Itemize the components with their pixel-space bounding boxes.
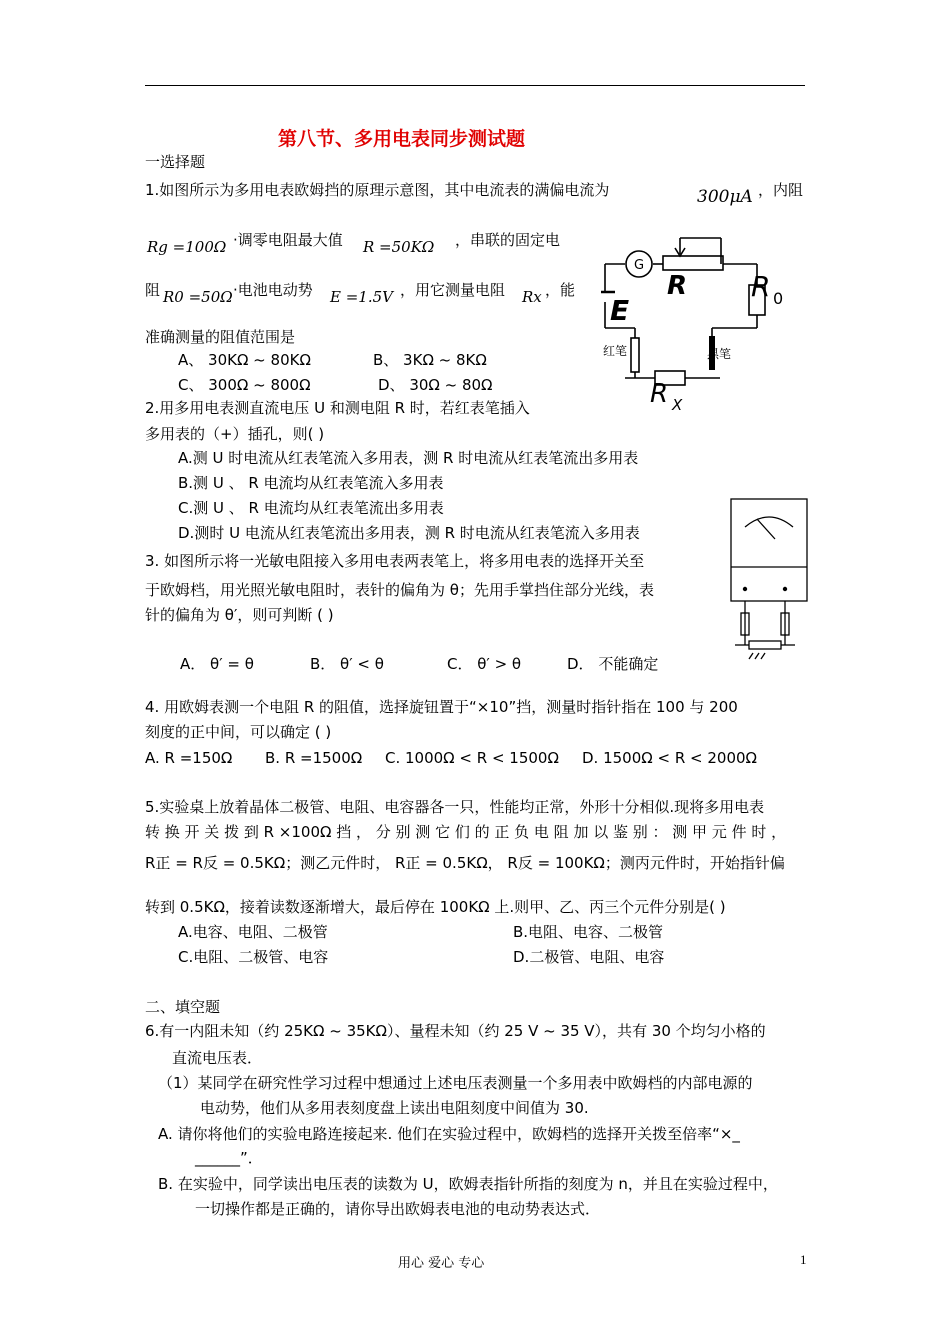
q4-option-b: B. R =1500Ω bbox=[265, 749, 363, 767]
q4-option-d: D. 1500Ω < R < 2000Ω bbox=[582, 749, 757, 767]
q3-line-2: 于欧姆档，用光照光敏电阻时，表针的偏角为 θ；先用手掌挡住部分光线，表 bbox=[145, 581, 654, 599]
section-2-heading: 二、填空题 bbox=[145, 998, 221, 1016]
q1-line-1: 1.如图所示为多用电表欧姆挡的原理示意图，其中电流表的满偏电流为 bbox=[145, 181, 610, 199]
red-probe-label: 红笔 bbox=[603, 344, 628, 358]
q4-option-a: A. R =150Ω bbox=[145, 749, 233, 767]
q5-option-c: C.电阻、二极管、电容 bbox=[178, 948, 329, 966]
q2-line-2: 多用表的（+）插孔，则( ) bbox=[145, 425, 325, 443]
q2-option-d: D.测时 U 电流从红表笔流出多用表，测 R 时电流从红表笔流入多用表 bbox=[178, 524, 640, 542]
section-1-heading: 一选择题 bbox=[145, 153, 206, 171]
q3-option-b: B． θ′ < θ bbox=[310, 655, 384, 673]
q6-line-1: 6.有一内阻未知（约 25KΩ ~ 35KΩ）、量程未知（约 25 V ~ 35 V），共有 30 个均匀小格的 bbox=[145, 1022, 766, 1040]
q5-option-b: B.电阻、电容、二极管 bbox=[513, 923, 664, 941]
q5-option-a: A.电容、电阻、二极管 bbox=[178, 923, 328, 941]
q3-option-c: C． θ′ > θ bbox=[447, 655, 522, 673]
q1-text-3: ，串联的固定电 bbox=[455, 231, 561, 249]
page-title: 第八节、多用电表同步测试题 bbox=[278, 128, 526, 150]
q6-line-5: A. 请你将他们的实验电路连接起来. 他们在实验过程中，欧姆档的选择开关拨至倍率“×_ bbox=[158, 1125, 740, 1143]
q1-text-5: ·电池电动势 bbox=[233, 281, 313, 299]
page-number: 1 bbox=[800, 1252, 807, 1267]
q3-line-3: 针的偏角为 θ′，则可判断 ( ) bbox=[145, 606, 334, 624]
q1-text-6: ，用它测量电阻 bbox=[400, 281, 506, 299]
galvanometer-label: G bbox=[634, 258, 645, 273]
adjust-resistor-label: R bbox=[667, 271, 688, 301]
q5-option-d: D.二极管、电阻、电容 bbox=[513, 948, 665, 966]
q6-line-3: （1）某同学在研究性学习过程中想通过上述电压表测量一个多用表中欧姆档的内部电源的 bbox=[158, 1074, 753, 1092]
q2-option-a: A.测 U 时电流从红表笔流入多用表，测 R 时电流从红表笔流出多用表 bbox=[178, 449, 639, 467]
q6-line-6: ______”． bbox=[195, 1149, 263, 1167]
r0-label: R bbox=[751, 270, 771, 303]
q4-line-1: 4. 用欧姆表测一个电阻 R 的阻值，选择旋钮置于“×10”挡，测量时指针指在 100 与 200 bbox=[145, 698, 738, 716]
q2-option-b: B.测 U 、 R 电流均从红表笔流入多用表 bbox=[178, 474, 444, 492]
rx-label-sub: X bbox=[672, 396, 683, 414]
header-rule bbox=[145, 85, 805, 86]
q3-line-1: 3. 如图所示将一光敏电阻接入多用电表两表笔上，将多用电表的选择开关至 bbox=[145, 552, 645, 570]
r0-label-sub: 0 bbox=[773, 289, 784, 308]
q1-line-1-end: ，内阻 bbox=[758, 181, 804, 199]
q1-r0: R0 =50Ω bbox=[163, 288, 233, 306]
q3-option-a: A． θ′ = θ bbox=[180, 655, 254, 673]
q3-option-d: D． 不能确定 bbox=[567, 655, 659, 673]
page-footer: 用心 爱心 专心 bbox=[398, 1256, 485, 1271]
q1-text-4: 阻 bbox=[145, 281, 161, 299]
q1-text-8: 准确测量的阻值范围是 bbox=[145, 328, 296, 346]
q2-option-c: C.测 U 、 R 电流均从红表笔流出多用表 bbox=[178, 499, 444, 517]
q1-option-d: D、 30Ω ~ 80Ω bbox=[378, 376, 493, 394]
black-probe-label: 黑笔 bbox=[707, 347, 732, 361]
q6-line-2: 直流电压表． bbox=[172, 1049, 263, 1067]
meter-photoresistor-diagram bbox=[725, 495, 815, 660]
q5-line-1: 5.实验桌上放着晶体二极管、电阻、电容器各一只，性能均正常，外形十分相似.现将多用电表 bbox=[145, 798, 765, 816]
q6-line-7: B. 在实验中，同学读出电压表的读数为 U，欧姆表指针所指的刻度为 n，并且在实验过程中， bbox=[158, 1175, 778, 1193]
q4-option-c: C. 1000Ω < R < 1500Ω bbox=[385, 749, 559, 767]
rx-label: R bbox=[650, 379, 669, 409]
q1-text-2: ·调零电阻最大值 bbox=[233, 231, 343, 249]
q1-emf: E =1.5V bbox=[330, 288, 393, 306]
q1-option-c: C、 300Ω ~ 800Ω bbox=[178, 376, 311, 394]
q1-option-b: B、 3KΩ ~ 8KΩ bbox=[373, 351, 487, 369]
q4-line-2: 刻度的正中间，可以确定 ( ) bbox=[145, 723, 332, 741]
q2-line-1: 2.用多用电表测直流电压 U 和测电阻 R 时，若红表笔插入 bbox=[145, 399, 530, 417]
q1-rx: Rx bbox=[522, 288, 542, 306]
q5-line-2: 转 换 开 关 拨 到 R ×100Ω 挡 ， 分 别 测 它 们 的 正 负 电 阻 加 以 鉴 别 ： 测 甲 元 件 时 ， bbox=[145, 823, 787, 841]
q6-line-4: 电动势，他们从多用表刻度盘上读出电阻刻度中间值为 30. bbox=[200, 1099, 589, 1117]
q1-rmax: R =50KΩ bbox=[363, 238, 435, 256]
q6-line-8: 一切操作都是正确的，请你导出欧姆表电池的电动势表达式． bbox=[195, 1200, 601, 1218]
q1-text-7: ，能 bbox=[545, 281, 576, 299]
q1-option-a: A、 30KΩ ~ 80KΩ bbox=[178, 351, 311, 369]
q1-full-scale-current: 300μA bbox=[697, 187, 753, 207]
battery-label: E bbox=[610, 294, 630, 327]
ohmmeter-circuit-diagram bbox=[595, 230, 805, 415]
q5-line-3: R正 = R反 = 0.5KΩ；测乙元件时， R正 = 0.5KΩ， R反 = 100KΩ；测丙元件时，开始指针偏 bbox=[145, 854, 785, 872]
q1-rg: Rg =100Ω bbox=[147, 238, 227, 256]
q5-line-4: 转到 0.5KΩ，接着读数逐渐增大，最后停在 100KΩ 上.则甲、乙、丙三个元件分别是( ) bbox=[145, 898, 726, 916]
